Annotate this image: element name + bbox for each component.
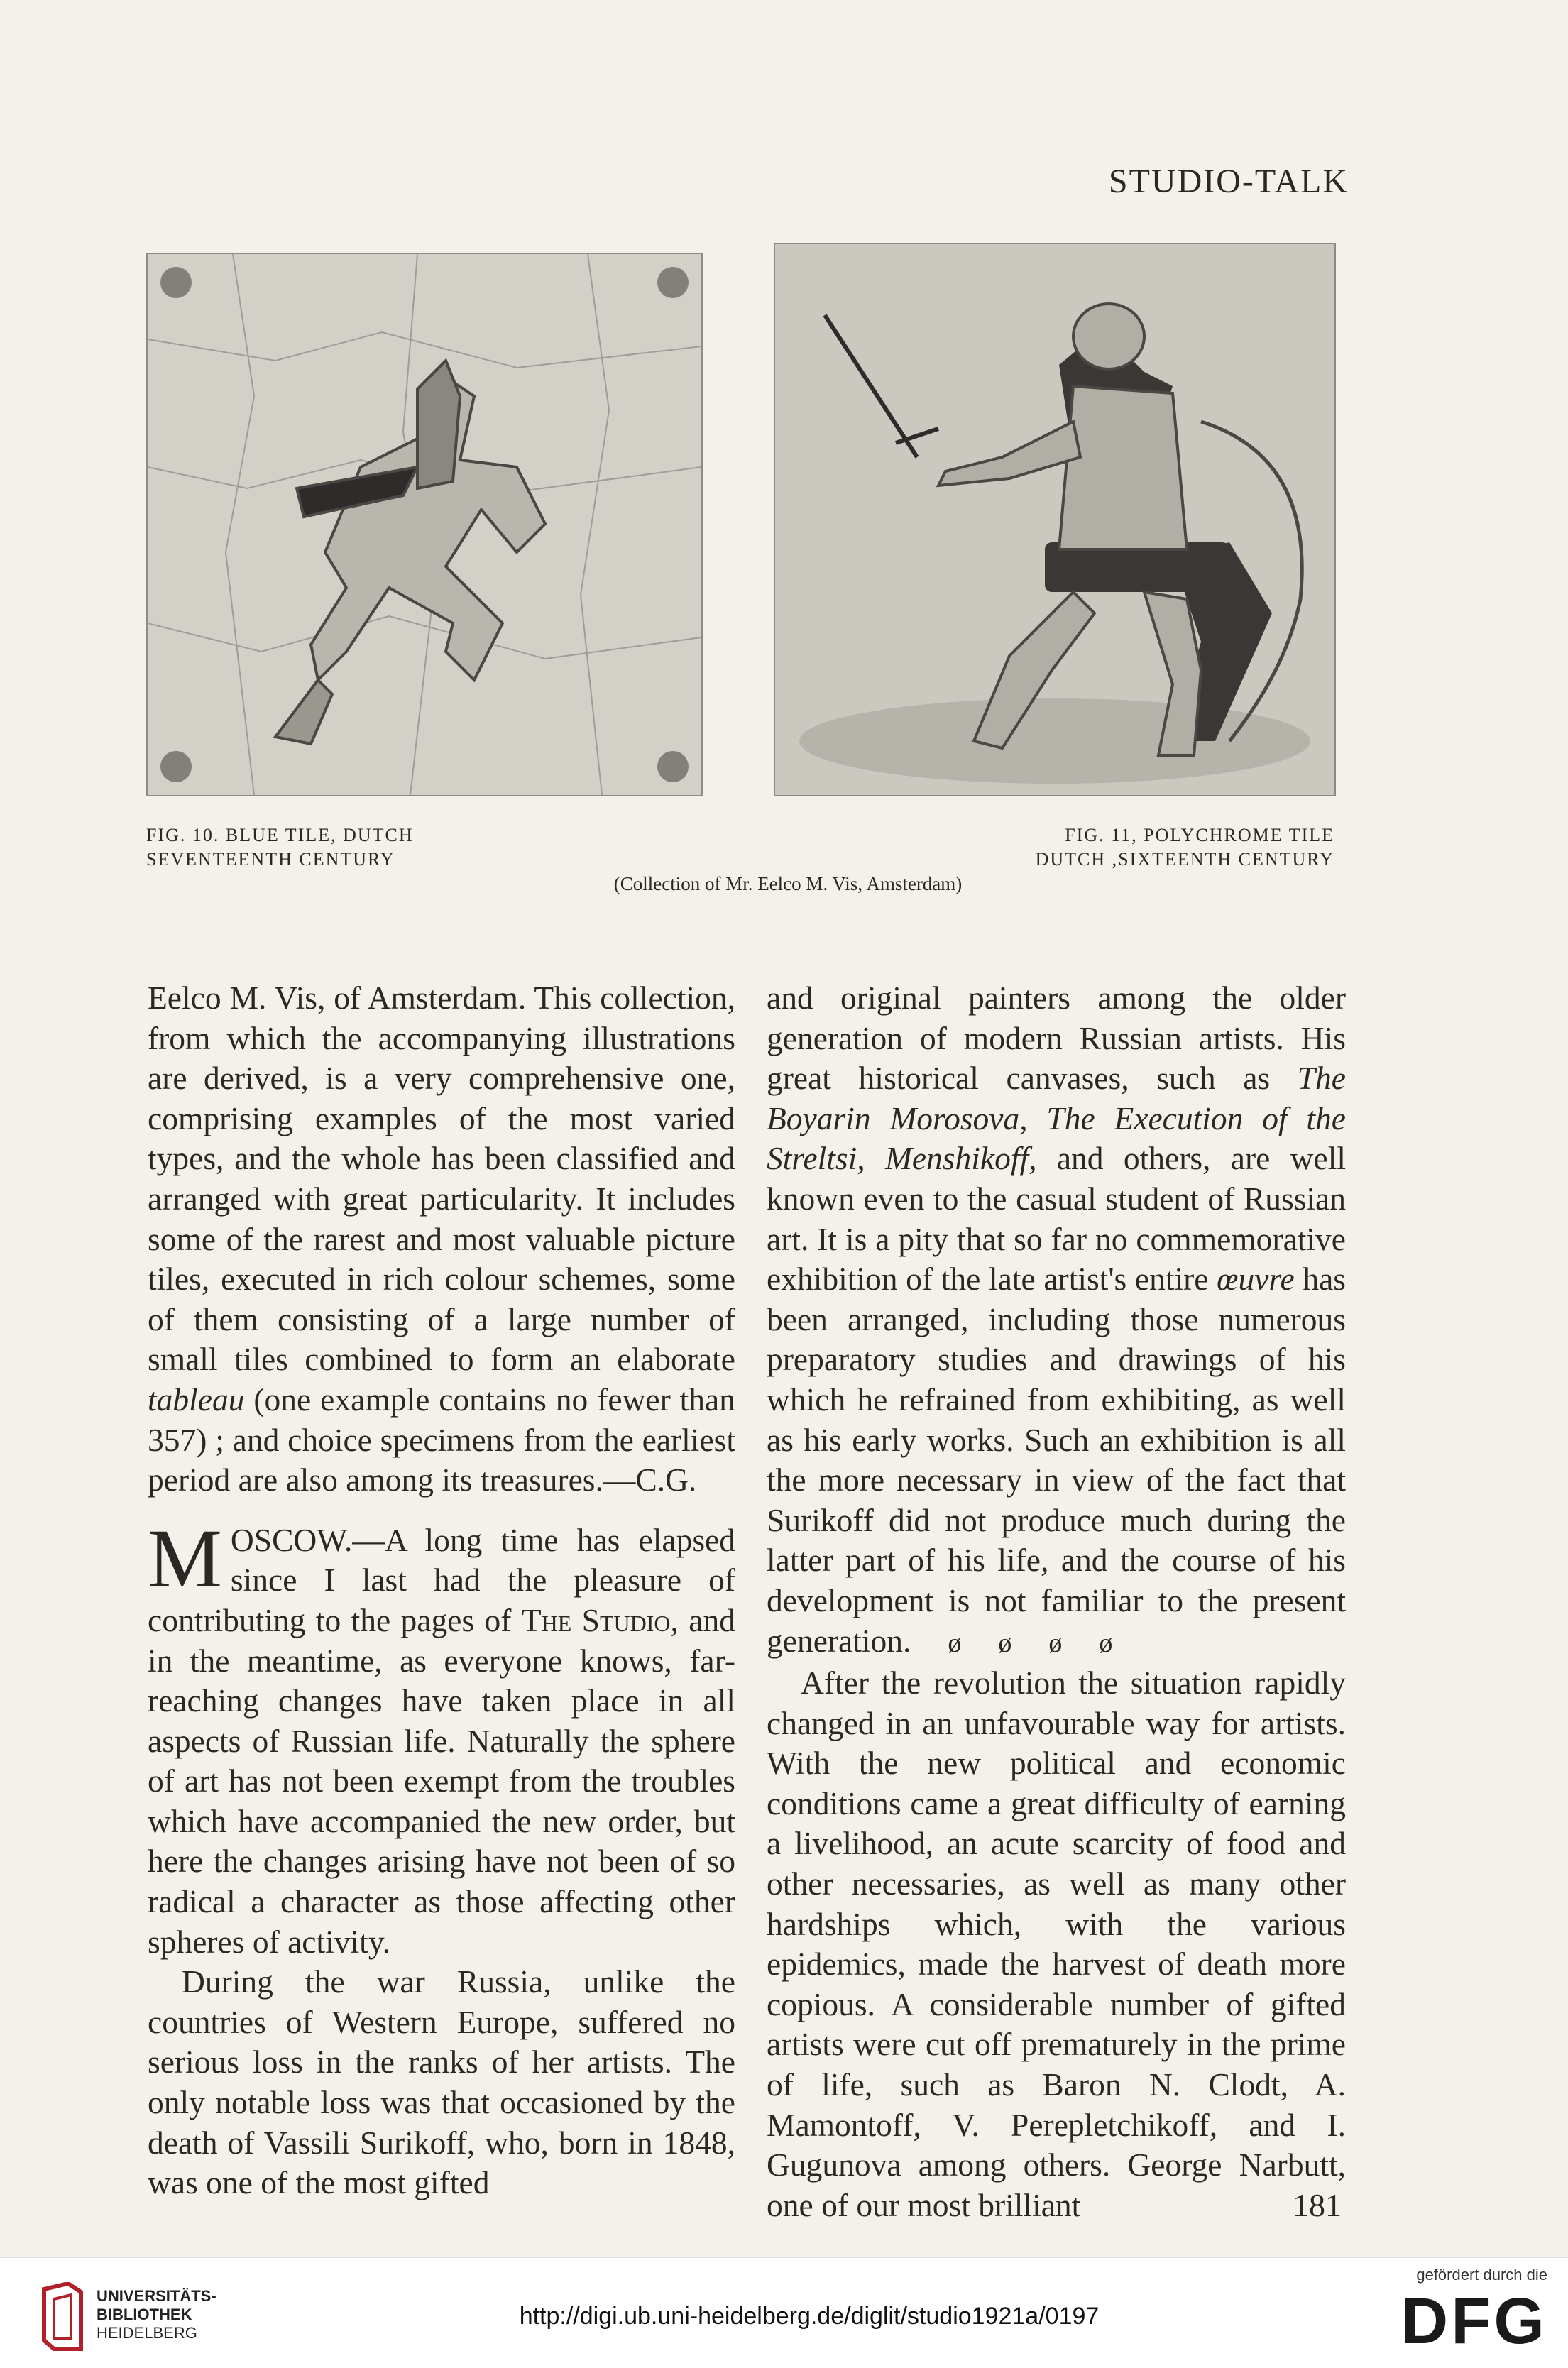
figure-11-caption: FIG. 11, POLYCHROME TILE DUTCH ,SIXTEENTH CENTURY	[1035, 825, 1334, 870]
figure-10-caption: FIG. 10. BLUE TILE, DUTCH SEVENTEENTH CENTURY	[146, 825, 414, 870]
drop-cap: M	[148, 1511, 222, 1605]
blue-tile-rider-icon	[148, 254, 701, 795]
polychrome-tile-soldier-icon	[775, 244, 1334, 795]
paragraph-surikoff: and original painters among the older generation of modern Russian artists. His great historical canvases, such as The Boyarin Morosova, The Execution of the Streltsi, Menshikoff, and others, are well known even to the casual student of Russian art. It is a pity that so far no commemorative exhibition of the late artist's entire œuvre has been arranged, including those numerous preparatory studies and drawings of his which he refrained from exhibiting, as well as his early works. Such an exhibition is all the more necessary in view of the fact that Surikoff did not produce much during the latter part of his life, and the course of his development is not familiar to the present generation. ø ø ø ø	[767, 978, 1346, 1663]
figure-11-image	[774, 243, 1336, 796]
figure-10-image	[146, 253, 703, 796]
library-logo-icon	[40, 2282, 85, 2352]
dfg-logo: DFG	[1400, 2285, 1547, 2357]
library-name: UNIVERSITÄTS- BIBLIOTHEK HEIDELBERG	[97, 2287, 216, 2342]
page-number: 181	[1293, 2187, 1342, 2223]
paragraph-revolution: After the revolution the situation rapidly changed in an unfavourable way for artists. With the new political and economic conditions came a great difficulty of earning a livelihood, an acute scarcity of food and other necessaries, as well as many other hardships which, with the various epidemics, made the harvest of death more copious. A considerable number of gifted artists were cut off prematurely in the prime of life, such as Baron N. Clodt, A. Mamontoff, V. Perepletchikoff, and I. Gugunova among others. George Narbutt, one of our most brilliant	[767, 1665, 1346, 2223]
fleuron-ornament: ø	[1048, 1628, 1063, 1658]
right-column	[767, 978, 1346, 2225]
paragraph-war-russia: During the war Russia, unlike the countries of Western Europe, suffered no serious loss in the ranks of her artists. The only notable loss was that occasioned by the death of Vassili Surikoff, who, born in 1848, was one of the most gifted	[148, 1963, 735, 2201]
fleuron-ornament: ø	[948, 1628, 962, 1658]
collection-note: (Collection of Mr. Eelco M. Vis, Amsterdam)	[613, 873, 963, 894]
source-url[interactable]: http://digi.ub.uni-heidelberg.de/diglit/studio1921a/0197	[519, 2303, 1100, 2330]
paragraph-moscow-intro: MOSCOW.—A long time has elapsed since I last had the pleasure of contributing to the pages of The Studio, and in the meantime, as everyone knows, far-reaching changes have taken place in all aspects of Russian life. Naturally the sphere of art has not been exempt from the troubles which have accompanied the new order, but here the changes arising have not been of so radical a character as those affecting other spheres of activity.	[148, 1511, 735, 1960]
funding-note: gefördert durch die	[1416, 2266, 1547, 2284]
fleuron-ornament: ø	[998, 1628, 1012, 1658]
paragraph-vis-collection: Eelco M. Vis, of Amsterdam. This collection, from which the accompanying illustrations are derived, is a very comprehensive one, comprising examples of the most varied types, and the whole has been classified and arranged with great particularity. It includes some of the rarest and most valuable picture tiles, executed in rich colour schemes, some of them consisting of a large number of small tiles combined to form an elaborate tableau (one example contains no fewer than 357) ; and choice specimens from the earliest period are also among its treasures.—C.G.	[148, 980, 735, 1498]
fleuron-ornament: ø	[1099, 1628, 1113, 1658]
running-head: STUDIO-TALK	[1108, 163, 1349, 200]
left-column	[148, 978, 735, 2203]
